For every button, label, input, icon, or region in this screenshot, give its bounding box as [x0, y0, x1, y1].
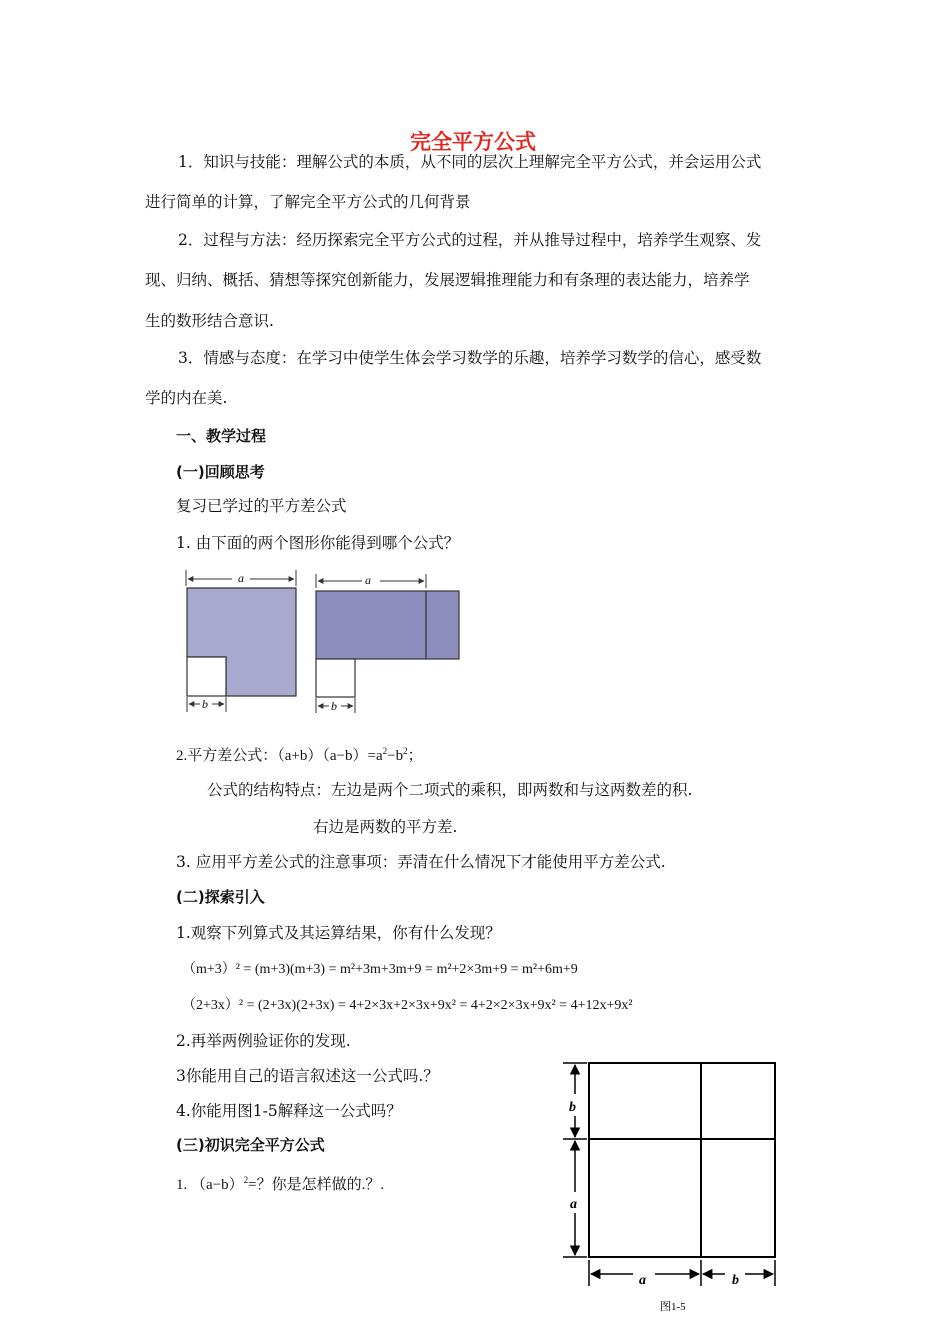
explore-question-2: 2.再举两例验证你的发现.	[176, 1032, 351, 1050]
explore-question-3: 3你能用自己的语言叙述这一公式吗.？	[176, 1067, 439, 1085]
figure-right-label-b: b	[331, 699, 337, 713]
question-1: 1. 由下面的两个图形你能得到哪个公式？	[176, 534, 460, 552]
figure-1-5-label-b-bottom: b	[732, 1273, 739, 1288]
subheading-explore: (二)探索引入	[176, 888, 265, 906]
question-2-sup-b: 2	[403, 746, 408, 756]
objective-2-line-2: 现、归纳、概括、猜想等探究创新能力，发展逻辑推理能力和有条理的表达能力，培养学	[145, 271, 750, 289]
figure-left	[186, 570, 296, 712]
figure-1-5-label-a-bottom: a	[639, 1273, 646, 1288]
figure-1-5	[555, 1056, 790, 1326]
figure-1-5-label-b-side: b	[569, 1100, 576, 1115]
initial-formula-question-1-part-b: =？你是怎样做的.？.	[248, 1177, 385, 1193]
question-2-formula	[176, 744, 423, 765]
question-2-end: ；	[407, 748, 423, 764]
figure-left-label-b: b	[202, 697, 208, 711]
figure-left-cut-square	[187, 657, 226, 696]
initial-formula-question-1-sup: 2	[243, 1175, 249, 1185]
formula-feature-right: 右边是两数的平方差.	[313, 818, 458, 836]
figure-right	[316, 573, 459, 713]
initial-formula-question-1-part-a: 1. （a−b）	[176, 1177, 244, 1193]
difference-of-squares-figures	[176, 568, 476, 718]
objective-3-line-1: 3．情感与态度：在学习中使学生体会学习数学的乐趣，培养学习数学的信心，感受数	[178, 349, 762, 367]
page-title: 完全平方公式	[410, 130, 536, 154]
equation-1: （m+3）² = (m+3)(m+3) = m²+3m+3m+9 = m²+2×3m+9 = m²+6m+9	[182, 962, 578, 977]
figure-left-label-a: a	[238, 571, 244, 585]
objective-2-line-1: 2．过程与方法：经历探索完全平方公式的过程，并从推导过程中，培养学生观察、发	[178, 231, 762, 249]
figure-1-5-outer-square	[589, 1063, 775, 1257]
explore-question-4: 4.你能用图1-5解释这一公式吗？	[176, 1102, 402, 1120]
question-3: 3. 应用平方差公式的注意事项：弄清在什么情况下才能使用平方差公式.	[176, 853, 666, 871]
objective-1-line-1: 1．知识与技能：理解公式的本质，从不同的层次上理解完全平方公式，并会运用公式	[178, 153, 762, 171]
objective-1-line-2: 进行简单的计算，了解完全平方公式的几何背景	[145, 193, 471, 211]
figure-right-rectangle	[316, 591, 459, 659]
question-2-mid: −b	[387, 748, 404, 764]
objective-3-line-2: 学的内在美.	[145, 389, 228, 407]
initial-formula-question-1	[176, 1173, 384, 1194]
question-2-prefix: 2.平方差公式：（a+b）（a−b）=a	[176, 748, 383, 764]
figure-right-label-a: a	[365, 573, 371, 587]
review-text: 复习已学过的平方差公式	[176, 497, 347, 515]
question-2-sup-a: 2	[382, 746, 388, 756]
objective-2-line-3: 生的数形结合意识.	[145, 312, 274, 330]
figure-1-5-label-a-side: a	[570, 1197, 577, 1212]
formula-feature-left: 公式的结构特点：左边是两个二项式的乘积，即两数和与这两数差的积.	[207, 781, 693, 799]
figure-right-cut-square	[316, 659, 355, 697]
figure-1-5-caption: 图1-5	[660, 1301, 686, 1313]
explore-question-1: 1.观察下列算式及其运算结果，你有什么发现？	[176, 924, 501, 942]
subheading-review: (一)回顾思考	[176, 463, 265, 481]
equation-2: （2+3x）² = (2+3x)(2+3x) = 4+2×3x+2×3x+9x² = 4+2×2×3x+9x² = 4+12x+9x²	[182, 998, 633, 1013]
section-heading-teaching-process: 一、教学过程	[176, 427, 267, 445]
subheading-initial-formula: (三)初识完全平方公式	[176, 1136, 325, 1154]
